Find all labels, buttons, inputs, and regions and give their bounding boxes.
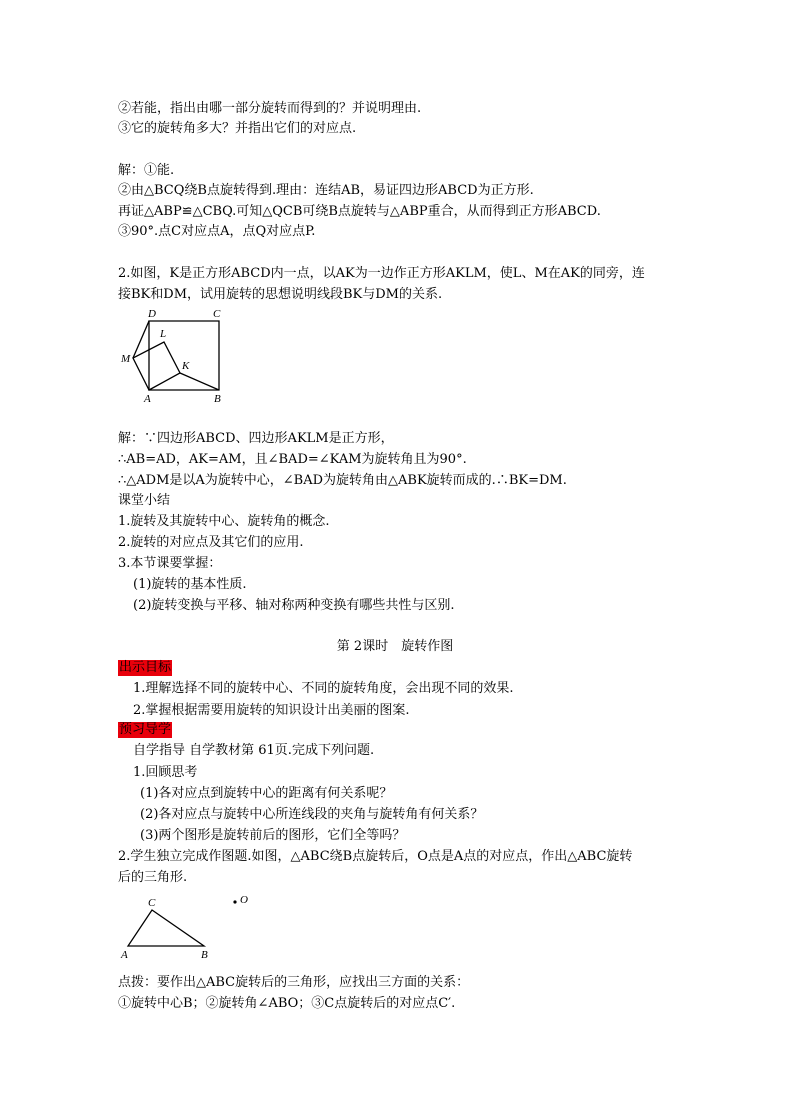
label-o: O	[240, 894, 248, 906]
label-l: L	[160, 328, 167, 340]
line-sum-2: 2.旋转的对应点及其它们的应用.	[118, 535, 304, 550]
line-review: 1.回顾思考	[133, 765, 198, 780]
square-figure	[112, 302, 232, 406]
line-sum-3a: (1)旋转的基本性质.	[133, 577, 247, 592]
line-p2-1: 2.如图，K是正方形ABCD内一点，以AK为一边作正方形AKLM，使L、M在AK的同旁，连	[118, 266, 645, 281]
label-a: A	[144, 393, 151, 405]
line-sol2-3: ∴△ADM是以A为旋转中心，∠BAD为旋转角由△ABK旋转而成的.∴BK=DM.	[118, 473, 567, 488]
line-sum-3b: (2)旋转变换与平移、轴对称两种变换有哪些共性与区别.	[133, 598, 455, 613]
line-task2-1: 2.学生独立完成作图题.如图，△ABC绕B点旋转后，O点是A点的对应点，作出△ABC旋转	[118, 849, 633, 864]
label-goal: 出示目标	[119, 660, 172, 675]
point-o	[233, 900, 236, 903]
lesson-title: 第 2课时 旋转作图	[336, 639, 454, 654]
label-c: C	[213, 308, 221, 320]
square-aklm	[133, 342, 180, 390]
label-b: B	[214, 393, 221, 405]
label-m: M	[121, 353, 131, 365]
summary-title: 课堂小结	[118, 493, 171, 508]
line-hint-1: 点拨：要作出△ABC旋转后的三角形，应找出三方面的关系：	[118, 975, 470, 990]
line-task2-2: 后的三角形.	[118, 870, 188, 885]
line-sol2-2: ∴AB=AD，AK=AM，且∠BAD=∠KAM为旋转角且为90°.	[118, 452, 467, 467]
label-d: D	[148, 308, 156, 320]
segment-bk	[180, 373, 219, 390]
label-a: A	[121, 949, 128, 961]
line-rq-1: (1)各对应点到旋转中心的距离有何关系呢？	[140, 786, 393, 801]
label-c: C	[148, 897, 156, 909]
line-q-if-yes: ②若能，指出由哪一部分旋转而得到的？并说明理由.	[118, 101, 422, 116]
line-hint-2: ①旋转中心B；②旋转角∠ABO；③C点旋转后的对应点C′.	[118, 996, 456, 1011]
line-sum-1: 1.旋转及其旋转中心、旋转角的概念.	[118, 514, 330, 529]
line-sum-3: 3.本节课要掌握：	[118, 556, 222, 571]
triangle-figure	[118, 890, 258, 962]
line-sol1-2: ②由△BCQ绕B点旋转得到.理由：连结AB，易证四边形ABCD为正方形.	[118, 183, 534, 198]
triangle-abc	[128, 910, 204, 946]
segment-dm	[133, 321, 149, 358]
line-rq-3: (3)两个图形是旋转前后的图形，它们全等吗？	[140, 828, 406, 843]
label-b: B	[201, 949, 208, 961]
line-q-angle: ③它的旋转角多大？并指出它们的对应点.	[118, 121, 357, 136]
line-sol2-1: 解：∵四边形ABCD、四边形AKLM是正方形，	[118, 431, 394, 446]
label-k: K	[182, 360, 190, 372]
line-sol1-3: 再证△ABP≌△CBQ.可知△QCB可绕B点旋转与△ABP重合，从而得到正方形ABCD.	[118, 204, 601, 219]
line-goal-2: 2.掌握根据需要用旋转的知识设计出美丽的图案.	[133, 703, 410, 718]
line-rq-2: (2)各对应点与旋转中心所连线段的夹角与旋转角有何关系？	[140, 807, 484, 822]
line-goal-1: 1.理解选择不同的旋转中心、不同的旋转角度，会出现不同的效果.	[133, 681, 514, 696]
line-guide: 自学指导 自学教材第 61页.完成下列问题.	[133, 743, 375, 758]
line-p2-2: 接BK和DM，试用旋转的思想说明线段BK与DM的关系.	[118, 287, 443, 302]
line-sol1-4: ③90°.点C对应点A，点Q对应点P.	[118, 224, 316, 239]
line-sol1-1: 解：①能.	[118, 163, 175, 178]
label-preview: 预习导学	[119, 722, 172, 737]
